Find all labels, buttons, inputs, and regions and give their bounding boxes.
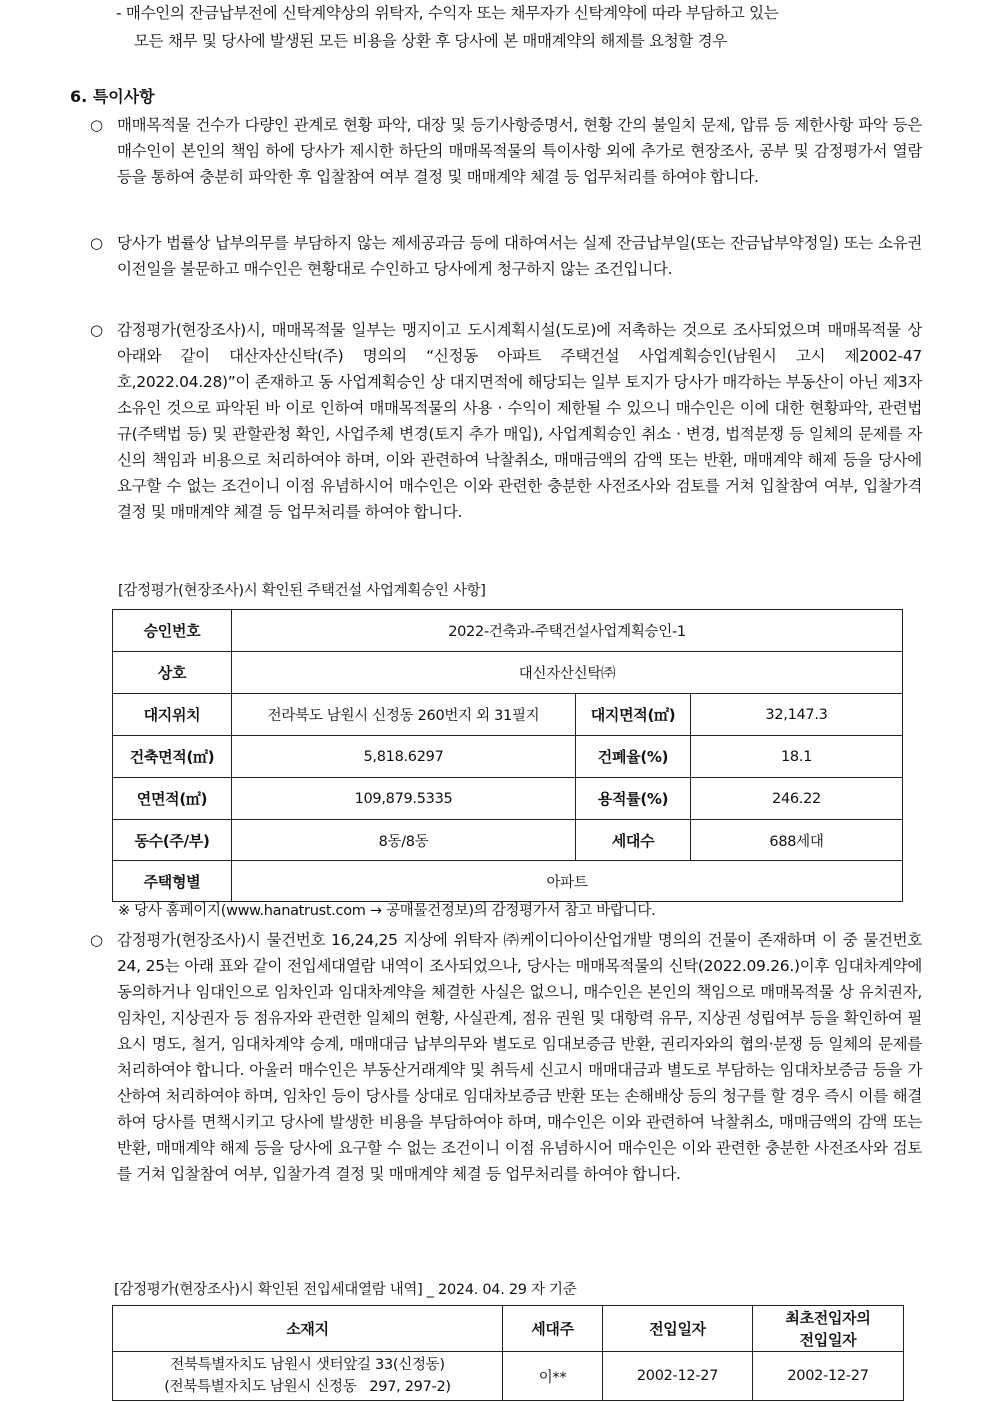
households-value: 688세대 xyxy=(691,820,903,861)
bullet-icon: ○ xyxy=(90,321,104,339)
bullet-icon: ○ xyxy=(90,116,104,134)
floor-area-value: 109,879.5335 xyxy=(232,778,576,820)
type-label: 주택형별 xyxy=(113,861,232,902)
buildings-value: 8동/8동 xyxy=(232,820,576,861)
site-area-label: 대지면적(㎡) xyxy=(576,694,691,736)
company-label: 상호 xyxy=(113,652,232,694)
approval-table xyxy=(112,609,903,902)
site-value: 전라북도 남원시 신정동 260번지 외 31필지 xyxy=(232,694,576,736)
floor-area-label: 연면적(㎡) xyxy=(113,778,232,820)
header-first-move-in-line1: 최초전입자의 xyxy=(785,1308,871,1327)
company-value: 대신자산신탁㈜ xyxy=(232,652,903,694)
address-line1: 전북특별자치도 남원시 샛터앞길 33(신정동) xyxy=(170,1357,445,1373)
householder-cell: 이** xyxy=(503,1352,603,1401)
approval-no-value: 2022-건축과-주택건설사업계획승인-1 xyxy=(232,610,903,652)
header-first-move-in-line2: 전입일자 xyxy=(799,1330,857,1349)
header-first-move-in-date xyxy=(753,1306,904,1352)
address-line2: (전북특별자치도 남원시 신정동 297, 297-2) xyxy=(164,1379,451,1395)
table1-caption: [감정평가(현장조사)시 확인된 주택건설 사업계획승인 사항] xyxy=(118,583,486,599)
buildings-label: 동수(주/부) xyxy=(113,820,232,861)
paragraph-4: 감정평가(현장조사)시 물건번호 16,24,25 지상에 위탁자 ㈜케이디아이산업개발 명의의 건물이 존재하며 이 중 물건번호 24, 25는 아래 표와 같이 전입세대열람 내역이 조사되었으나, 당사는 매매목적물의 신탁(2022.09.26.)이후 임대차계약에 동의하거나 임대인으로 임차인과 임대차계약을 체결한 사실은 없으니, 매수인은 본인의 책임으로 매매목적물 상 유치권자, 임차인, 지상권자 등 점유자와 관련한 일체의 현황, 사실관계, 점유 권원 및 대항력 유무, 지상권 성립여부 등을 확인하여 필요시 명도, 철거, 임대차계약 승계, 매매대금 납부의무와 별도로 임대보증금 반환, 권리자와의 협의·분쟁 등 일체의 문제를 처리하여야 합니다. 아울러 매수인은 부동산거래계약 및 취득세 신고시 매매대금과 별도로 부담하는 임대차보증금 등을 가산하여 처리하여야 하며, 임차인 등이 당사를 상대로 임대차보증금 반환 또는 손해배상 등의 청구를 할 경우 즉시 이를 해결하여 당사를 면책시키고 당사에 발생한 비용을 부담하여야 하며, 매수인은 이와 관련하여 낙찰취소, 매매금액의 감액 또는 반환, 매매계약 해제 등을 당사에 요구할 수 없는 조건이니 이점 유념하시어 매수인은 이와 관련한 충분한 사전조사와 검토를 거쳐 입찰참여 여부, 입찰가격 결정 및 매매계약 체결 등 업무처리를 하여야 합니다. xyxy=(117,931,922,1183)
building-area-label: 건축면적(㎡) xyxy=(113,736,232,778)
coverage-value: 18.1 xyxy=(691,736,903,778)
paragraph-1: 매매목적물 건수가 다량인 관계로 현황 파악, 대장 및 등기사항증명서, 현황 간의 불일치 문제, 압류 등 제한사항 파악 등은 매수인이 본인의 책임 하에 당사가 제시한 하단의 매매목적물의 특이사항 외에 추가로 현장조사, 공부 및 감정평가서 열람 등을 통하여 충분히 파악한 후 입찰참여 여부 결정 및 매매계약 체결 등 업무처리를 하여야 합니다. xyxy=(117,116,922,186)
first-move-in-date-cell: 2002-12-27 xyxy=(753,1352,904,1401)
far-value: 246.22 xyxy=(691,778,903,820)
header-householder: 세대주 xyxy=(503,1306,603,1352)
table2-caption: [감정평가(현장조사)시 확인된 전입세대열람 내역] _ 2024. 04. 29 자 기준 xyxy=(114,1282,577,1298)
type-value: 아파트 xyxy=(232,861,903,902)
paragraph-2: 당사가 법률상 납부의무를 부담하지 않는 제세공과금 등에 대하여서는 실제 잔금납부일(또는 잔금납부약정일) 또는 소유권이전일을 불문하고 매수인은 현황대로 수인하고 당사에게 청구하지 않는 조건입니다. xyxy=(117,234,922,278)
coverage-label: 건폐율(%) xyxy=(576,736,691,778)
far-label: 용적률(%) xyxy=(576,778,691,820)
resident-table xyxy=(112,1305,904,1401)
approval-no-label: 승인번호 xyxy=(113,610,232,652)
bullet-icon: ○ xyxy=(90,931,104,949)
header-move-in-date: 전입일자 xyxy=(603,1306,753,1352)
intro-line-2: 모든 채무 및 당사에 발생된 모든 비용을 상환 후 당사에 본 매매계약의 해제를 요청할 경우 xyxy=(134,32,728,50)
site-label: 대지위치 xyxy=(113,694,232,736)
building-area-value: 5,818.6297 xyxy=(232,736,576,778)
intro-line-1: - 매수인의 잔금납부전에 신탁계약상의 위탁자, 수익자 또는 채무자가 신탁계약에 따라 부담하고 있는 xyxy=(116,4,779,22)
table1-note: ※ 당사 홈페이지(www.hanatrust.com → 공매물건정보)의 감정평가서 참고 바랍니다. xyxy=(118,903,656,919)
move-in-date-cell: 2002-12-27 xyxy=(603,1352,753,1401)
site-area-value: 32,147.3 xyxy=(691,694,903,736)
paragraph-3: 감정평가(현장조사)시, 매매목적물 일부는 맹지이고 도시계획시설(도로)에 저촉하는 것으로 조사되었으며 매매목적물 상 아래와 같이 대산자산신탁(주) 명의의 “신정동 아파트 주택건설 사업계획승인(남원시 고시 제2002-47호,2022.04.28)”이 존재하고 동 사업계획승인 상 대지면적에 해당되는 일부 토지가 당사가 매각하는 부동산이 아닌 제3자 소유인 것으로 파악된 바 이로 인하여 매매목적물의 사용 · 수익이 제한될 수 있으니 매수인은 이에 대한 현황파악, 관련법규(주택법 등) 및 관할관청 확인, 사업주체 변경(토지 추가 매입), 사업계획승인 취소 · 변경, 법적분쟁 등 일체의 문제를 자신의 책임과 비용으로 처리하여야 하며, 이와 관련하여 낙찰취소, 매매금액의 감액 또는 반환, 매매계약 해제 등을 당사에 요구할 수 없는 조건이니 이점 유념하시어 매수인은 이와 관련한 충분한 사전조사와 검토를 거쳐 입찰참여 여부, 입찰가격 결정 및 매매계약 체결 등 업무처리를 하여야 합니다. xyxy=(117,321,922,521)
address-cell xyxy=(113,1352,503,1401)
section-title: 6. 특이사항 xyxy=(70,87,155,106)
table-row xyxy=(113,1352,904,1401)
households-label: 세대수 xyxy=(576,820,691,861)
header-address: 소재지 xyxy=(113,1306,503,1352)
bullet-icon: ○ xyxy=(90,234,104,252)
